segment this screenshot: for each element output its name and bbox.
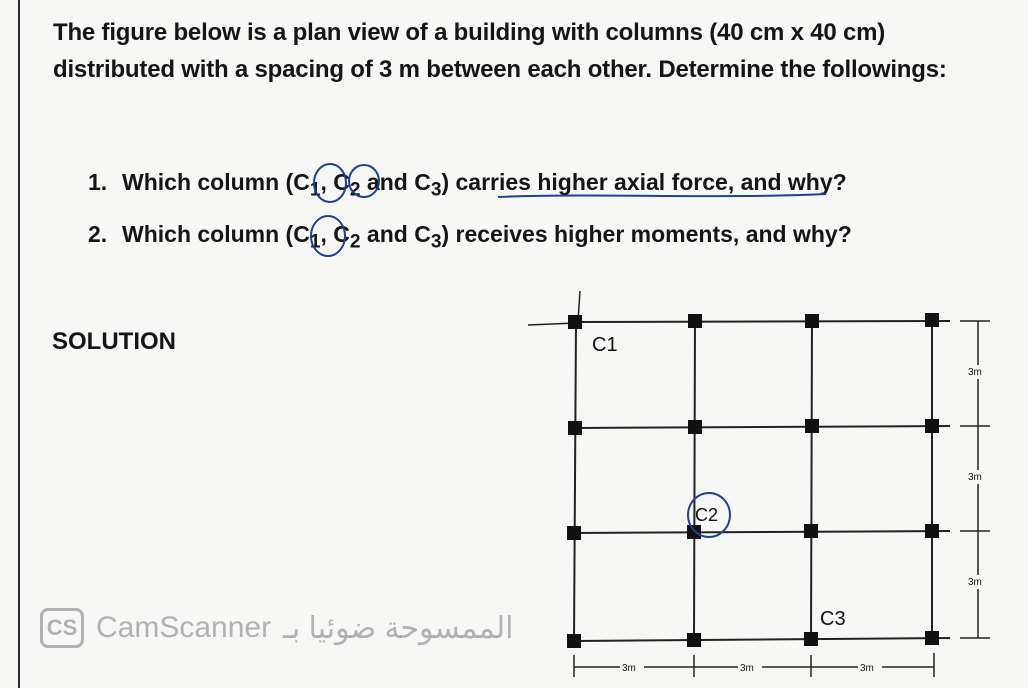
beam-line bbox=[811, 321, 812, 639]
column-label-c1: C1 bbox=[592, 334, 618, 356]
beam-line bbox=[574, 426, 950, 428]
camscanner-logo: CS bbox=[40, 608, 84, 648]
intro-paragraph: The figure below is a plan view of a building with columns (40 cm x 40 cm) distributed with a spacing of 3 m between each other. Determine the followings: bbox=[53, 19, 947, 83]
beam-line bbox=[574, 638, 950, 641]
annotation-underline-q1 bbox=[498, 194, 826, 197]
column bbox=[805, 314, 819, 328]
question-text-part: and C bbox=[360, 221, 431, 247]
column bbox=[804, 632, 818, 646]
column bbox=[804, 524, 818, 538]
beam-line bbox=[574, 321, 950, 322]
column bbox=[805, 419, 819, 433]
dimension-label-right: 3m bbox=[968, 367, 982, 378]
annotation-circle-c1-q1 bbox=[314, 164, 346, 202]
building-plan-drawing bbox=[520, 285, 1020, 688]
column-label-c3: C3 bbox=[820, 608, 846, 630]
dimension-label-bottom: 3m bbox=[860, 663, 874, 674]
question-text-part: , and why? bbox=[727, 169, 847, 195]
column bbox=[925, 419, 939, 433]
solution-heading: SOLUTION bbox=[52, 328, 176, 355]
watermark-arabic-text: الممسوحة ضوئيا بـ bbox=[283, 611, 514, 645]
column bbox=[925, 313, 939, 327]
column bbox=[567, 634, 581, 648]
question-text-part: , C bbox=[320, 221, 350, 247]
subscript: 2 bbox=[349, 231, 361, 253]
column-label-c2: C2 bbox=[695, 505, 719, 525]
annotation-circle-c1-q2 bbox=[311, 216, 345, 256]
question-text-part: ) receives higher moments, and why? bbox=[441, 221, 852, 247]
beam-line bbox=[574, 531, 950, 533]
dimension-label-bottom: 3m bbox=[622, 663, 636, 674]
question-text-part: ) carries higher axial force bbox=[441, 169, 728, 195]
question-text-part: Which column (C bbox=[122, 169, 310, 195]
question-number: 2. bbox=[88, 221, 108, 247]
beam-line bbox=[694, 321, 695, 640]
subscript: 3 bbox=[430, 231, 442, 253]
dimension-label-bottom: 3m bbox=[740, 663, 754, 674]
column bbox=[925, 631, 939, 645]
question-text-part: , C bbox=[320, 169, 350, 195]
subscript: 3 bbox=[430, 179, 442, 201]
columns bbox=[567, 313, 939, 648]
dimension-label-right: 3m bbox=[968, 472, 982, 483]
annotation-circle-c2-q1 bbox=[349, 165, 379, 197]
subscript: 1 bbox=[309, 179, 321, 201]
camscanner-watermark bbox=[40, 604, 513, 652]
question-text-part: and C bbox=[360, 169, 431, 195]
dimension-label-right: 3m bbox=[968, 577, 982, 588]
column bbox=[687, 525, 701, 539]
question-text-part: Which column (C bbox=[122, 221, 310, 247]
column bbox=[687, 633, 701, 647]
watermark-text: CamScanner bbox=[96, 611, 272, 644]
beam-line bbox=[574, 322, 576, 641]
column bbox=[925, 524, 939, 538]
column bbox=[568, 421, 582, 435]
column bbox=[688, 314, 702, 328]
question-number: 1. bbox=[88, 169, 108, 195]
column bbox=[688, 420, 702, 434]
column bbox=[567, 526, 581, 540]
subscript: 1 bbox=[309, 231, 321, 253]
subscript: 2 bbox=[349, 179, 361, 201]
column bbox=[568, 315, 582, 329]
